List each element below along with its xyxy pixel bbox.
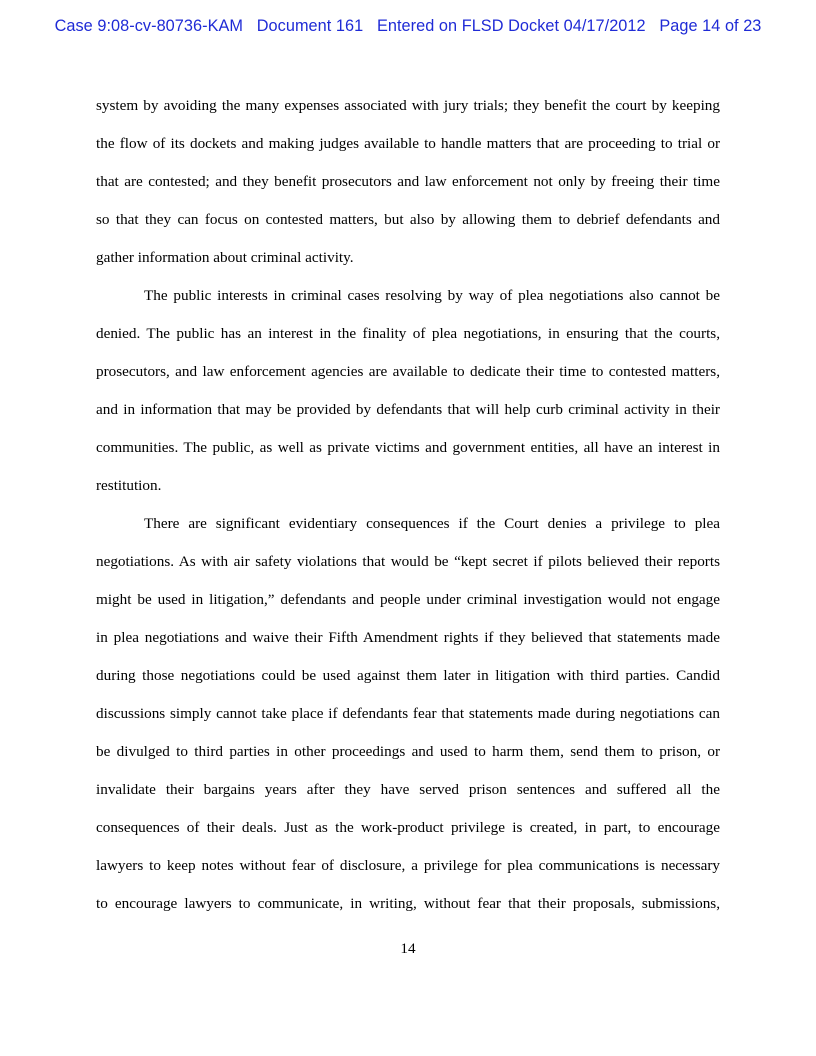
page-number: 14: [400, 940, 416, 957]
docket-header: [0, 17, 816, 36]
text-line: prosecutors, and law enforcement agencies are available to dedicate their time to contested matters,: [96, 363, 720, 380]
text-line: might be used in litigation,” defendants and people under criminal investigation would not engage: [96, 591, 720, 608]
text-line: to encourage lawyers to communicate, in writing, without fear that their proposals, submissions,: [96, 895, 720, 912]
text-line: that are contested; and they benefit prosecutors and law enforcement not only by freeing their time: [96, 173, 720, 190]
text-line: the flow of its dockets and making judges available to handle matters that are proceeding to trial or: [96, 135, 720, 152]
text-line: invalidate their bargains years after they have served prison sentences and suffered all the: [96, 781, 720, 798]
text-line: negotiations. As with air safety violations that would be “kept secret if pilots believed their reports: [96, 553, 720, 570]
header-page-count: Page 14 of 23: [659, 17, 762, 35]
header-document-number: Document 161: [256, 17, 364, 35]
text-line: be divulged to third parties in other proceedings and used to harm them, send them to prison, or: [96, 743, 720, 760]
text-line: consequences of their deals. Just as the work-product privilege is created, in part, to encourage: [96, 819, 720, 836]
paragraph-first-line: There are significant evidentiary consequences if the Court denies a privilege to plea: [144, 515, 720, 532]
text-line: communities. The public, as well as private victims and government entities, all have an interest in: [96, 439, 720, 456]
header-case-number: Case 9:08-cv-80736-KAM: [54, 17, 243, 35]
paragraph-first-line: The public interests in criminal cases resolving by way of plea negotiations also cannot be: [144, 287, 720, 304]
text-line: so that they can focus on contested matters, but also by allowing them to debrief defendants and: [96, 211, 720, 228]
header-docket-entry: Entered on FLSD Docket 04/17/2012: [376, 17, 646, 35]
text-line: discussions simply cannot take place if defendants fear that statements made during negotiations can: [96, 705, 720, 722]
text-line: denied. The public has an interest in the finality of plea negotiations, in ensuring that the courts,: [96, 325, 720, 342]
text-line: during those negotiations could be used against them later in litigation with third parties. Candid: [96, 667, 720, 684]
text-line: restitution.: [96, 477, 162, 494]
text-line: system by avoiding the many expenses associated with jury trials; they benefit the court by keeping: [96, 97, 720, 114]
text-line: in plea negotiations and waive their Fifth Amendment rights if they believed that statements made: [96, 629, 720, 646]
text-line: and in information that may be provided by defendants that will help curb criminal activity in their: [96, 401, 720, 418]
text-line: lawyers to keep notes without fear of disclosure, a privilege for plea communications is necessary: [96, 857, 720, 874]
document-body: [96, 87, 720, 923]
text-line: gather information about criminal activity.: [96, 249, 354, 266]
